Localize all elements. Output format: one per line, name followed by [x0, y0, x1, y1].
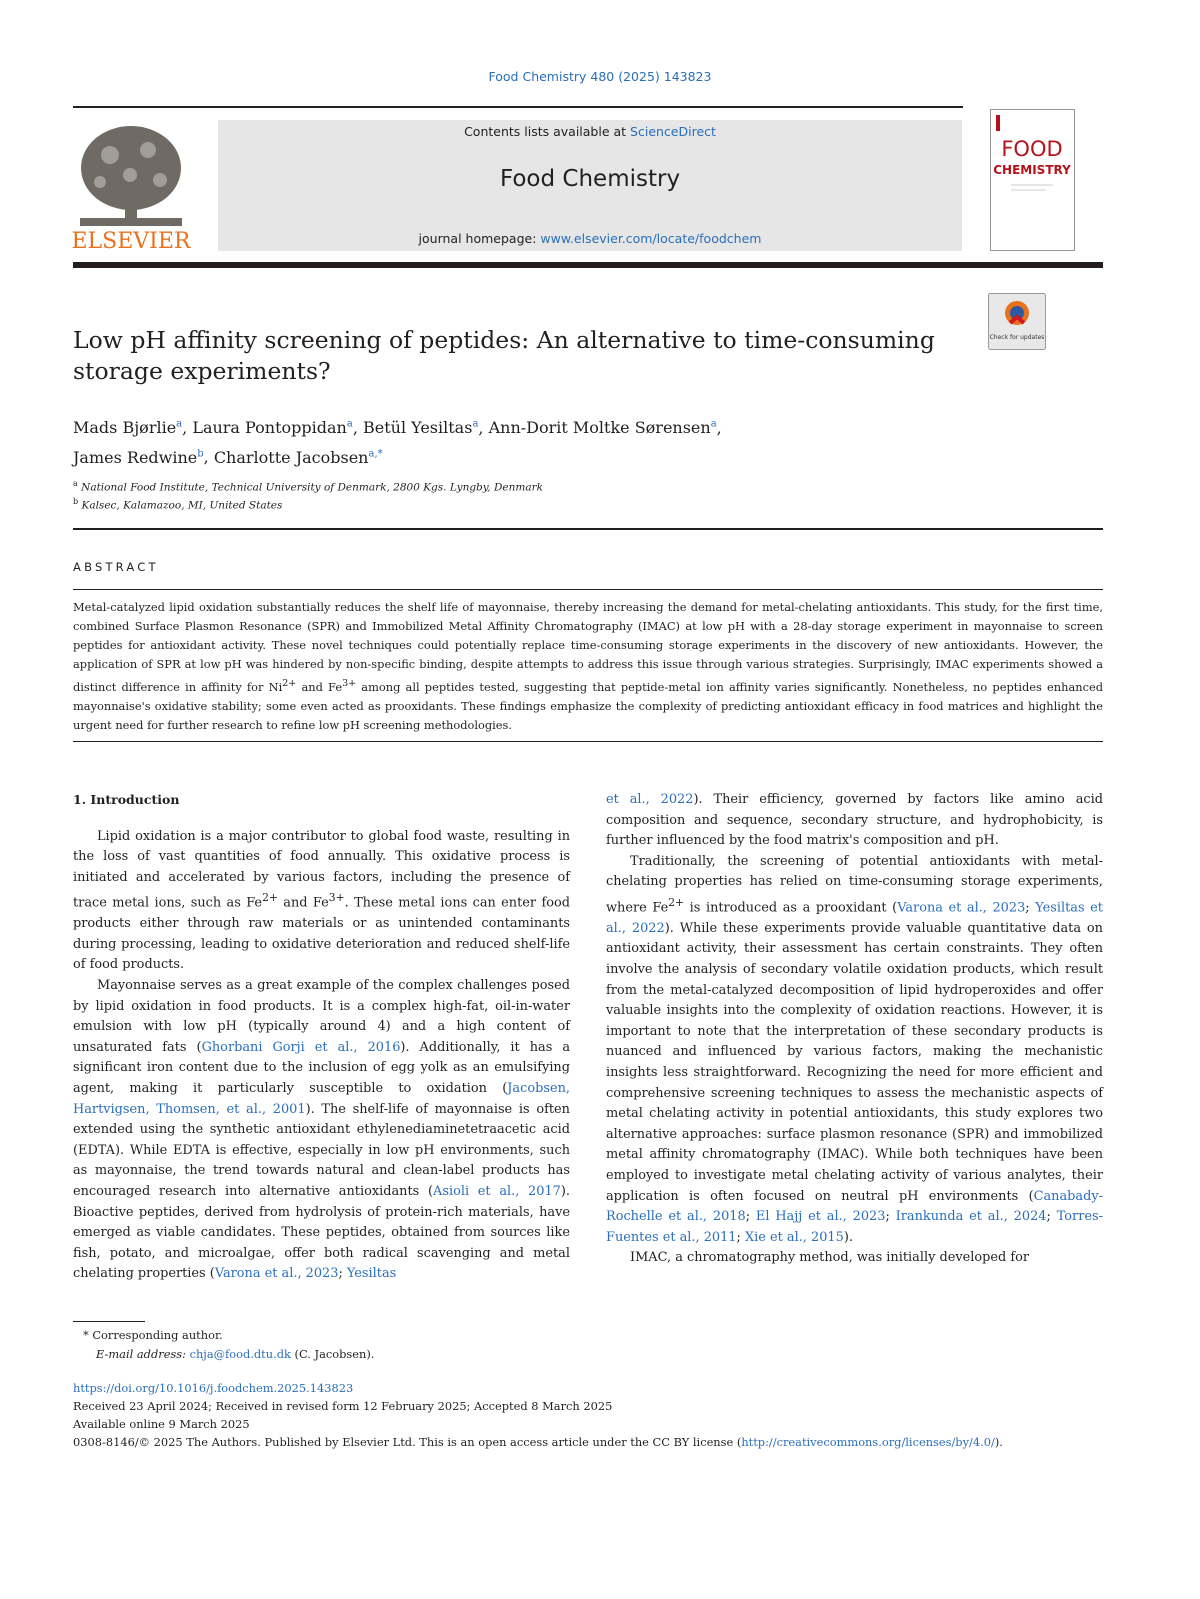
intro-paragraph-2-cont: et al., 2022). Their efficiency, governed by factors like amino acid composition and sequence, secondary structure, and hydrophobicity, is further influenced by the food matrix's composition and pH.	[606, 792, 1103, 849]
journal-reference[interactable]: Food Chemistry 480 (2025) 143823	[488, 69, 712, 84]
journal-name: Food Chemistry	[499, 166, 681, 192]
homepage-prefix: journal homepage:	[418, 231, 541, 246]
citation-link[interactable]: Torres-Fuentes et al., 2011	[606, 1209, 1103, 1245]
left-column	[73, 790, 570, 1285]
journal-cover	[990, 109, 1075, 251]
author-3[interactable]: Betül Yesiltas$^a$	[363, 418, 479, 438]
abstract-top-rule	[73, 589, 1103, 590]
intro-paragraph-4: IMAC, a chromatography method, was initially developed for	[630, 1250, 1030, 1266]
svg-text:CHEMISTRY: CHEMISTRY	[993, 163, 1071, 177]
license-link[interactable]: http://creativecommons.org/licenses/by/4.0/	[741, 1435, 995, 1449]
contents-line	[218, 124, 962, 139]
abstract-bottom-rule	[73, 741, 1103, 742]
citation-link[interactable]: El Hajj et al., 2023	[755, 1209, 886, 1225]
svg-text:Check for updates: Check for updates	[989, 334, 1045, 341]
email-note: E-mail address: chja@food.dtu.dk (C. Jacobsen).	[96, 1347, 375, 1361]
citation-link[interactable]: Varona et al., 2023	[897, 900, 1026, 916]
article-title: Low pH affinity screening of peptides: An alternative to time-consuming storage experiments?	[73, 326, 935, 385]
cover-image	[991, 110, 1074, 250]
intro-paragraph-2: Mayonnaise serves as a great example of the complex challenges posed by lipid oxidation in food products. It is a complex high-fat, oil-in-water emulsion with low pH (typically around 4) and a high content of unsaturated fats (Ghorbani Gorji et al., 2016). Additionally, it has a significant iron content due to the inclusion of egg yolk as an emulsifying agent, making it particularly susceptible to oxidation (Jacobsen, Hartvigsen, Thomsen, et al., 2001). The shelf-life of mayonnaise is often extended using the synthetic antioxidant ethylenediaminetetraacetic acid (EDTA). While EDTA is effective, especially in low pH environments, such as mayonnaise, the trend towards natural and clean-label products has encouraged research into alternative antioxidants (Asioli et al., 2017). Bioactive peptides, derived from hydrolysis of protein-rich materials, have emerged as viable candidates. These peptides, obtained from sources like fish, potato, and microalgae, offer both radical scavenging and metal chelating properties (Varona et al., 2023; Yesiltas	[73, 978, 571, 1282]
citation-link[interactable]: Yesiltas et al., 2022	[606, 900, 1103, 936]
intro-paragraph-3: Traditionally, the screening of potential antioxidants with metal-chelating properties has relied on time-consuming storage experiments, where $Fe^{2+}$ is introduced as a prooxidant (Varona et al., 2023; Yesiltas et al., 2022). While these experiments provide valuable quantitative data on antioxidant activity, their assessment has certain constraints. They often involve the analysis of secondary volatile oxidation products, which result from the metal-catalyzed decomposition of lipid hydroperoxides and offer valuable insights into the complexity of oxidation reactions. However, it is important to note that the interpretation of these secondary products is nuanced and influenced by various factors, making the mechanistic insights less straightforward. Recognizing the need for more efficient and comprehensive screening techniques to assess the mechanistic aspects of metal chelating activity in potential antioxidants, this study explores two alternative approaches: surface plasmon resonance (SPR) and immobilized metal affinity chromatography (IMAC). While both techniques have been employed to investigate metal chelating activity of various analytes, their application is often focused on neutral pH environments (Canabady-Rochelle et al., 2018; El Hajj et al., 2023; Irankunda et al., 2024; Torres-Fuentes et al., 2011; Xie et al., 2015).	[606, 853, 1103, 1245]
author-1[interactable]: Mads Bjørlie$^a$	[73, 418, 183, 438]
corresponding-author-note: * Corresponding author.	[83, 1328, 223, 1342]
author-5[interactable]: James Redwine$^b$	[73, 447, 204, 467]
contents-prefix: Contents lists available at	[464, 124, 631, 139]
elsevier-logo	[70, 120, 192, 252]
citation-link[interactable]: Irankunda et al., 2024	[895, 1209, 1047, 1225]
right-column	[606, 790, 1103, 1269]
affiliation-a: $^a$ National Food Institute, Technical University of Denmark, 2800 Kgs. Lyngby, Denmark	[73, 479, 543, 494]
author-6[interactable]: Charlotte Jacobsen$^{a,*}$	[213, 447, 383, 467]
citation-link[interactable]: et al., 2022	[606, 792, 694, 807]
email-link[interactable]: chja@food.dtu.dk	[189, 1347, 291, 1361]
copyright-line: 0308-8146/© 2025 The Authors. Published by Elsevier Ltd. This is an open access article under the CC BY license (http://creativecommons.org/licenses/by/4.0/).	[73, 1435, 1003, 1449]
check-for-updates-badge[interactable]	[988, 293, 1046, 350]
citation-link[interactable]: Yesiltas	[346, 1266, 397, 1282]
citation-link[interactable]: Asioli et al., 2017	[433, 1183, 561, 1199]
homepage-link[interactable]: www.elsevier.com/locate/foodchem	[540, 231, 762, 246]
elsevier-tree-icon	[70, 120, 192, 252]
author-list: Mads Bjørlie$^a$, Laura Pontoppidan$^a$, Betül Yesiltas$^a$, Ann-Dorit Moltke Sørensen$^a$, James Redwine$^b$, Charlotte Jacobsen$^{a,*}$	[73, 418, 722, 467]
homepage-line	[218, 231, 962, 246]
author-4[interactable]: Ann-Dorit Moltke Sørensen$^a$	[488, 418, 717, 438]
svg-text:ELSEVIER: ELSEVIER	[71, 229, 191, 252]
svg-text:FOOD: FOOD	[1001, 137, 1063, 161]
section-heading-introduction: 1. Introduction	[73, 792, 180, 807]
check-updates-icon	[988, 293, 1046, 350]
citation-link[interactable]: Xie et al., 2015	[744, 1229, 844, 1245]
divider	[73, 528, 1103, 530]
available-online: Available online 9 March 2025	[73, 1417, 250, 1431]
intro-paragraph-1: Lipid oxidation is a major contributor to global food waste, resulting in the loss of vast quantities of food annually. This oxidative process is initiated and accelerated by various factors, including the presence of trace metal ions, such as $Fe^{2+}$ and $Fe^{3+}$. These metal ions can enter food products either through raw materials or as unintended contaminants during processing, leading to oxidative deterioration and reduced shelf-life of food products.	[73, 828, 570, 973]
citation-link[interactable]: Canabady-Rochelle et al., 2018	[606, 1188, 1103, 1225]
header-thick-rule	[73, 262, 1103, 268]
citation-link[interactable]: Varona et al., 2023	[214, 1266, 339, 1282]
footnote-rule	[73, 1321, 145, 1322]
abstract-text: Metal-catalyzed lipid oxidation substantially reduces the shelf life of mayonnaise, thereby increasing the demand for metal-chelating antioxidants. This study, for the first time, combined Surface Plasmon Resonance (SPR) and Immobilized Metal Affinity Chromatography (IMAC) at low pH with a 28-day storage experiment in mayonnaise to screen peptides for antioxidant activity. These novel techniques could potentially replace time-consuming storage experiments in the discovery of new antioxidants. However, the application of SPR at low pH was hindered by non-specific binding, despite attempts to address this issue through various strategies. Surprisingly, IMAC experiments showed a distinct difference in affinity for $Ni^{2+}$ and $Fe^{3+}$ among all peptides tested, suggesting that peptide-metal ion affinity varies significantly. Nonetheless, no peptides enhanced mayonnaise's oxidative stability; some even acted as prooxidants. These findings emphasize the complexity of predicting antioxidant efficacy in food matrices and highlight the urgent need for further research to refine low pH screening methodologies.	[73, 600, 1103, 732]
header-rule	[73, 106, 963, 108]
citation-link[interactable]: Jacobsen, Hartvigsen, Thomsen, et al., 2001	[73, 1081, 570, 1117]
abstract-heading: ABSTRACT	[73, 560, 159, 574]
affiliation-b: $^b$ Kalsec, Kalamazoo, MI, United States	[73, 497, 283, 512]
citation-link[interactable]: Ghorbani Gorji et al., 2016	[201, 1039, 401, 1055]
sciencedirect-link[interactable]: ScienceDirect	[630, 124, 716, 139]
received-dates: Received 23 April 2024; Received in revised form 12 February 2025; Accepted 8 March 2025	[73, 1399, 613, 1413]
doi-link[interactable]: https://doi.org/10.1016/j.foodchem.2025.143823	[73, 1381, 354, 1395]
author-2[interactable]: Laura Pontoppidan$^a$	[192, 418, 353, 438]
journal-banner	[218, 120, 962, 251]
